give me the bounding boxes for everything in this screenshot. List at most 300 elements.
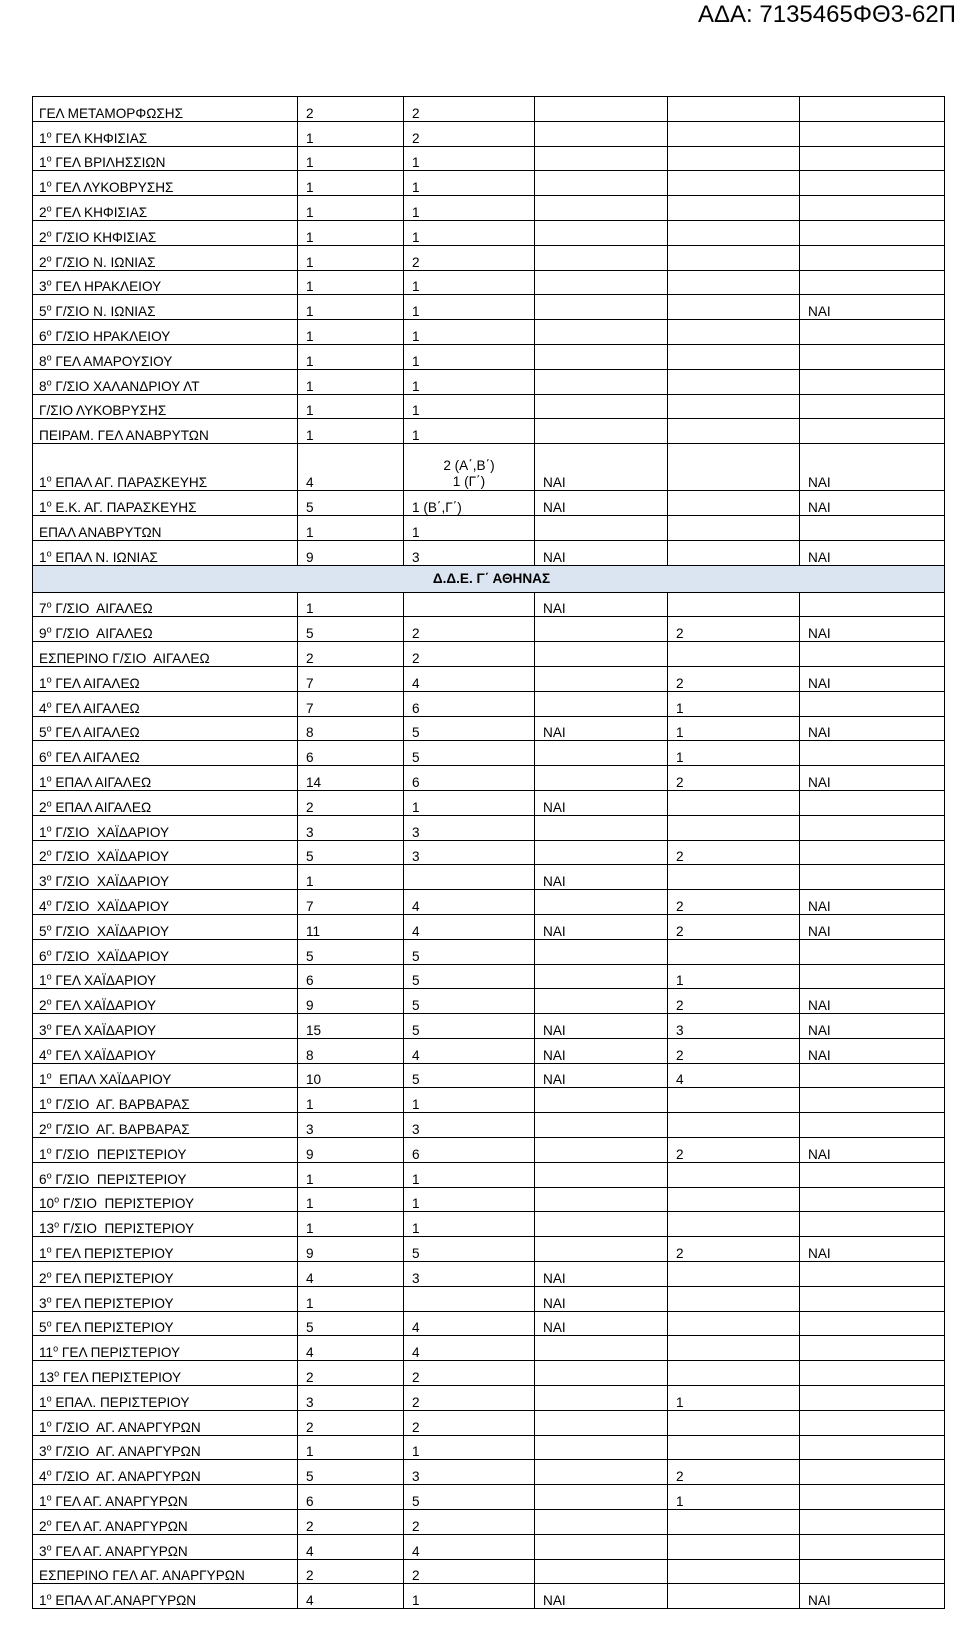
school-name: ΓΕΛ ΑΓ. ΑΝΑΡΓΥΡΩΝ <box>51 1494 188 1510</box>
ordinal-mark: ο <box>46 228 52 239</box>
school-name-cell <box>33 989 298 1014</box>
value-cell-c4: 1 <box>668 716 800 741</box>
value-cell-c5 <box>800 1336 945 1361</box>
value-cell-c4 <box>668 320 800 345</box>
school-name-cell <box>33 1262 298 1287</box>
value-cell-c5 <box>800 642 945 667</box>
value-cell-c3 <box>535 989 668 1014</box>
ordinal-number: 1 <box>39 1593 47 1609</box>
school-name-cell <box>33 419 298 444</box>
value-cell-c5 <box>800 1113 945 1138</box>
value-cell-c1: 1 <box>298 1088 404 1113</box>
value-cell-c2: 4 <box>404 1038 535 1063</box>
value-cell-c1: 5 <box>298 491 404 516</box>
value-cell-c3 <box>535 295 668 320</box>
value-cell-c1: 1 <box>298 171 404 196</box>
school-name-cell <box>33 146 298 171</box>
value-cell-c3 <box>535 890 668 915</box>
value-cell-c4 <box>668 419 800 444</box>
value-cell-c1: 7 <box>298 890 404 915</box>
ordinal-number: 11 <box>39 1345 54 1361</box>
table-row <box>33 270 945 295</box>
ordinal-number: 1 <box>39 1072 47 1088</box>
value-cell-c4: 3 <box>668 1014 800 1039</box>
ordinal-number: 8 <box>39 378 47 394</box>
value-cell-c4: 1 <box>668 1386 800 1411</box>
ordinal-number: 6 <box>39 1171 47 1187</box>
ordinal-mark: ο <box>46 1542 52 1553</box>
table-row <box>33 121 945 146</box>
value-cell-c4: 2 <box>668 617 800 642</box>
table-row <box>33 1088 945 1113</box>
ordinal-number: 5 <box>39 1320 47 1336</box>
ordinal-number: 1 <box>39 475 47 491</box>
value-cell-c4: 2 <box>668 1460 800 1485</box>
value-cell-c3: ΝΑΙ <box>535 1286 668 1311</box>
ordinal-number: 8 <box>39 353 47 369</box>
value-cell-c3 <box>535 1212 668 1237</box>
table-row <box>33 666 945 691</box>
value-cell-c2: 1 (Β΄,Γ΄) <box>404 491 535 516</box>
school-name-cell <box>33 890 298 915</box>
school-name-cell <box>33 790 298 815</box>
school-name: ΓΕΛ ΠΕΡΙΣΤΕΡΙΟΥ <box>51 1246 174 1262</box>
school-name: ΓΕΛ ΑΜΑΡΟΥΣΙΟΥ <box>51 353 173 369</box>
value-cell-c3 <box>535 394 668 419</box>
value-cell-c2: 2 <box>404 121 535 146</box>
ordinal-mark: ο <box>46 1467 52 1478</box>
value-cell-c1: 1 <box>298 865 404 890</box>
ordinal-number: 5 <box>39 725 47 741</box>
ordinal-mark: ο <box>46 277 52 288</box>
value-cell-c5: ΝΑΙ <box>800 617 945 642</box>
value-cell-c3 <box>535 691 668 716</box>
value-cell-c3 <box>535 1237 668 1262</box>
value-cell-c5 <box>800 1212 945 1237</box>
value-cell-c5: ΝΑΙ <box>800 1038 945 1063</box>
value-cell-c4 <box>668 1187 800 1212</box>
table-row <box>33 245 945 270</box>
ordinal-number: 2 <box>39 849 47 865</box>
value-cell-c4 <box>668 592 800 617</box>
value-cell-c5: ΝΑΙ <box>800 444 945 491</box>
school-name: Γ/ΣΙΟ Ν. ΙΩΝΙΑΣ <box>51 304 156 320</box>
value-cell-c1: 1 <box>298 121 404 146</box>
school-name: ΓΕΛ ΧΑΪΔΑΡΙΟΥ <box>51 1022 157 1038</box>
table-row <box>33 97 945 122</box>
value-cell-c1: 2 <box>298 1559 404 1584</box>
table-row <box>33 1510 945 1535</box>
table-row <box>33 540 945 565</box>
value-cell-c1: 2 <box>298 1510 404 1535</box>
value-cell-c3 <box>535 1410 668 1435</box>
value-cell-c2: 3 <box>404 1113 535 1138</box>
value-cell-c4 <box>668 515 800 540</box>
value-cell-c4 <box>668 1262 800 1287</box>
value-cell-c1: 1 <box>298 295 404 320</box>
school-name-cell <box>33 220 298 245</box>
table-row <box>33 171 945 196</box>
table-row <box>33 1435 945 1460</box>
ordinal-mark: ο <box>54 1219 60 1230</box>
table-row <box>33 1187 945 1212</box>
ordinal-number: 3 <box>39 1022 47 1038</box>
ordinal-number: 1 <box>39 774 47 790</box>
value-cell-c4 <box>668 939 800 964</box>
school-name-cell <box>33 1386 298 1411</box>
school-name: ΓΕΛ ΑΙΓΑΛΕΩ <box>51 725 140 741</box>
school-name-cell <box>33 1113 298 1138</box>
school-name: ΕΠΑΛ. ΠΕΡΙΣΤΕΡΙΟΥ <box>51 1394 190 1410</box>
value-cell-c2: 5 <box>404 1063 535 1088</box>
value-cell-c5 <box>800 939 945 964</box>
value-cell-c4: 2 <box>668 1237 800 1262</box>
value-cell-c3 <box>535 1435 668 1460</box>
value-cell-c2: 4 <box>404 914 535 939</box>
ordinal-mark: ο <box>46 253 52 264</box>
ordinal-mark: ο <box>46 996 52 1007</box>
school-name-cell <box>33 97 298 122</box>
school-name: Γ/ΣΙΟ ΚΗΦΙΣΙΑΣ <box>51 229 157 245</box>
ordinal-mark: ο <box>46 203 52 214</box>
school-name-cell <box>33 245 298 270</box>
value-cell-c5 <box>800 344 945 369</box>
ordinal-number: 10 <box>39 1196 55 1212</box>
ordinal-mark: ο <box>46 1145 52 1156</box>
school-name: Γ/ΣΙΟ Ν. ΙΩΝΙΑΣ <box>51 254 156 270</box>
value-cell-c2: 5 <box>404 989 535 1014</box>
ordinal-mark: ο <box>46 946 52 957</box>
value-cell-c1: 2 <box>298 790 404 815</box>
value-cell-c2: 2 <box>404 1361 535 1386</box>
table-row <box>33 1113 945 1138</box>
value-cell-c2: 3 <box>404 540 535 565</box>
table-row <box>33 1485 945 1510</box>
ordinal-number: 2 <box>39 229 47 245</box>
value-cell-c3 <box>535 1162 668 1187</box>
value-cell-c4 <box>668 1088 800 1113</box>
value-cell-c2: 3 <box>404 1262 535 1287</box>
ordinal-mark: ο <box>46 1591 52 1602</box>
value-cell-c5 <box>800 1510 945 1535</box>
ordinal-number: 2 <box>39 1122 47 1138</box>
value-cell-c5 <box>800 1361 945 1386</box>
value-cell-c4 <box>668 815 800 840</box>
school-name: ΓΕΛ ΠΕΡΙΣΤΕΡΙΟΥ <box>59 1370 182 1386</box>
ordinal-number: 1 <box>39 973 47 989</box>
value-cell-c3 <box>535 97 668 122</box>
school-name: ΓΕΛ ΜΕΤΑΜΟΡΦΩΣΗΣ <box>39 105 184 121</box>
value-cell-c1: 15 <box>298 1014 404 1039</box>
value-cell-c2: 5 <box>404 964 535 989</box>
value-cell-c5: ΝΑΙ <box>800 1138 945 1163</box>
value-cell-c4 <box>668 97 800 122</box>
value-cell-c1: 7 <box>298 691 404 716</box>
table-row <box>33 939 945 964</box>
school-name: Γ/ΣΙΟ ΑΓ. ΒΑΡΒΑΡΑΣ <box>51 1122 190 1138</box>
school-name-cell <box>33 444 298 491</box>
value-cell-c4 <box>668 171 800 196</box>
value-cell-c4 <box>668 121 800 146</box>
value-cell-c3 <box>535 964 668 989</box>
value-cell-c3 <box>535 617 668 642</box>
value-cell-c5: ΝΑΙ <box>800 890 945 915</box>
value-cell-c2: 2 <box>404 1386 535 1411</box>
value-cell-c1: 7 <box>298 666 404 691</box>
value-cell-c1: 11 <box>298 914 404 939</box>
school-name-cell <box>33 1038 298 1063</box>
school-name-cell <box>33 1286 298 1311</box>
school-name: Γ/ΣΙΟ ΑΓ. ΑΝΑΡΓΥΡΩΝ <box>51 1444 201 1460</box>
table-row <box>33 1584 945 1609</box>
value-cell-c2: 5 <box>404 1485 535 1510</box>
ordinal-mark: ο <box>46 1244 52 1255</box>
value-cell-c4 <box>668 790 800 815</box>
value-cell-c5: ΝΑΙ <box>800 716 945 741</box>
value-cell-c2: 1 <box>404 1162 535 1187</box>
value-cell-c2: 6 <box>404 766 535 791</box>
value-cell-c5 <box>800 865 945 890</box>
value-cell-c2: 1 <box>404 1187 535 1212</box>
value-cell-c2: 2 <box>404 1559 535 1584</box>
value-cell-c4 <box>668 1584 800 1609</box>
value-cell-c5 <box>800 1386 945 1411</box>
school-name: ΓΕΛ ΒΡΙΛΗΣΣΙΩΝ <box>51 155 166 171</box>
table-row <box>33 1212 945 1237</box>
value-cell-c5 <box>800 691 945 716</box>
school-name-cell <box>33 666 298 691</box>
value-cell-c1: 2 <box>298 1410 404 1435</box>
value-cell-c1: 4 <box>298 1262 404 1287</box>
ordinal-number: 4 <box>39 898 47 914</box>
ordinal-mark: ο <box>46 1046 52 1057</box>
table-row <box>33 1014 945 1039</box>
value-cell-c1: 6 <box>298 964 404 989</box>
value-cell-c4 <box>668 196 800 221</box>
value-cell-c2: 1 <box>404 1435 535 1460</box>
school-name: ΓΕΛ ΑΓ. ΑΝΑΡΓΥΡΩΝ <box>51 1543 188 1559</box>
school-name: ΕΣΠΕΡΙΝΟ Γ/ΣΙΟ ΑΙΓΑΛΕΩ <box>39 650 210 666</box>
school-name-cell <box>33 320 298 345</box>
value-cell-c2: 1 <box>404 790 535 815</box>
value-cell-c2: 3 <box>404 815 535 840</box>
school-name-cell <box>33 491 298 516</box>
ordinal-number: 6 <box>39 948 47 964</box>
value-cell-c1: 1 <box>298 1286 404 1311</box>
table-row <box>33 1311 945 1336</box>
school-name: Γ/ΣΙΟ ΑΓ. ΒΑΡΒΑΡΑΣ <box>51 1097 190 1113</box>
table-row <box>33 716 945 741</box>
value-cell-c5 <box>800 270 945 295</box>
value-cell-c4 <box>668 1410 800 1435</box>
ordinal-number: 1 <box>39 549 47 565</box>
school-name: Γ/ΣΙΟ ΑΙΓΑΛΕΩ <box>51 626 153 642</box>
value-cell-c2: 4 <box>404 1336 535 1361</box>
school-name-cell <box>33 270 298 295</box>
school-name: Γ/ΣΙΟ ΑΓ. ΑΝΑΡΓΥΡΩΝ <box>51 1469 201 1485</box>
school-name: ΓΕΛ ΧΑΪΔΑΡΙΟΥ <box>51 973 157 989</box>
ordinal-number: 2 <box>39 1518 47 1534</box>
table-row <box>33 146 945 171</box>
value-cell-c1: 3 <box>298 1386 404 1411</box>
value-cell-c1: 6 <box>298 741 404 766</box>
value-cell-c2: 3 <box>404 1460 535 1485</box>
value-cell-c2: 6 <box>404 1138 535 1163</box>
value-cell-c4 <box>668 1361 800 1386</box>
value-cell-c2: 2 <box>404 642 535 667</box>
ordinal-number: 1 <box>39 1097 47 1113</box>
value-cell-c2: 1 <box>404 171 535 196</box>
table-row <box>33 840 945 865</box>
value-cell-c3 <box>535 1336 668 1361</box>
ordinal-mark: ο <box>46 1294 52 1305</box>
value-cell-c2: 4 <box>404 890 535 915</box>
school-name: Γ/ΣΙΟ ΛΥΚΟΒΡΥΣΗΣ <box>39 403 167 419</box>
value-cell-c4: 1 <box>668 741 800 766</box>
value-cell-c1: 1 <box>298 1212 404 1237</box>
value-cell-c2: 1 <box>404 196 535 221</box>
school-name: ΕΠΑΛ ΑΓ. ΠΑΡΑΣΚΕΥΗΣ <box>51 475 208 491</box>
value-cell-c1: 9 <box>298 1237 404 1262</box>
ordinal-number: 13 <box>39 1370 55 1386</box>
value-cell-c5: ΝΑΙ <box>800 989 945 1014</box>
school-name: ΓΕΛ ΛΥΚΟΒΡΥΣΗΣ <box>51 180 174 196</box>
value-cell-c1: 1 <box>298 220 404 245</box>
table-row <box>33 865 945 890</box>
value-cell-c1: 1 <box>298 270 404 295</box>
ordinal-number: 6 <box>39 750 47 766</box>
value-cell-c4 <box>668 146 800 171</box>
value-cell-c3 <box>535 320 668 345</box>
school-name: ΓΕΛ ΠΕΡΙΣΤΕΡΙΟΥ <box>58 1345 181 1361</box>
school-name-cell <box>33 295 298 320</box>
school-name-cell <box>33 369 298 394</box>
ordinal-mark: ο <box>46 773 52 784</box>
ordinal-mark: ο <box>46 1318 52 1329</box>
value-cell-c3 <box>535 1485 668 1510</box>
table-row <box>33 914 945 939</box>
value-cell-c3 <box>535 270 668 295</box>
value-cell-c4 <box>668 1534 800 1559</box>
table-row <box>33 394 945 419</box>
ordinal-mark: ο <box>46 498 52 509</box>
school-name-cell <box>33 1485 298 1510</box>
school-name-cell <box>33 1162 298 1187</box>
value-cell-c5: ΝΑΙ <box>800 540 945 565</box>
ordinal-mark: ο <box>46 599 52 610</box>
value-cell-c2: 1 <box>404 1584 535 1609</box>
table-row <box>33 1386 945 1411</box>
value-cell-c4 <box>668 245 800 270</box>
table-row <box>33 491 945 516</box>
table-row <box>33 766 945 791</box>
school-name-cell <box>33 1534 298 1559</box>
value-cell-c2: 5 <box>404 1014 535 1039</box>
value-cell-c1: 1 <box>298 394 404 419</box>
school-name: Γ/ΣΙΟ ΗΡΑΚΛΕΙΟΥ <box>51 328 171 344</box>
value-cell-c4 <box>668 1311 800 1336</box>
value-cell-c2: 2 <box>404 245 535 270</box>
value-cell-c4 <box>668 1559 800 1584</box>
value-cell-c2: 2 <box>404 97 535 122</box>
value-cell-c3: ΝΑΙ <box>535 1014 668 1039</box>
school-name: ΓΕΛ ΑΙΓΑΛΕΩ <box>51 700 140 716</box>
school-name-cell <box>33 1361 298 1386</box>
value-cell-c5: ΝΑΙ <box>800 766 945 791</box>
value-cell-c2: 4 <box>404 1534 535 1559</box>
value-cell-c2: 3 <box>404 840 535 865</box>
value-cell-c1: 4 <box>298 1336 404 1361</box>
value-cell-c4: 2 <box>668 840 800 865</box>
value-cell-c1: 10 <box>298 1063 404 1088</box>
value-cell-c3 <box>535 1361 668 1386</box>
value-cell-c2: 1 <box>404 419 535 444</box>
school-name: ΕΠΑΛ ΑΙΓΑΛΕΩ <box>51 774 152 790</box>
value-cell-c5: ΝΑΙ <box>800 1584 945 1609</box>
ordinal-number: 5 <box>39 923 47 939</box>
school-name: ΓΕΛ ΚΗΦΙΣΙΑΣ <box>51 204 148 220</box>
value-cell-c4 <box>668 1435 800 1460</box>
value-cell-c1: 1 <box>298 515 404 540</box>
value-cell-c5 <box>800 1187 945 1212</box>
school-name-cell <box>33 1410 298 1435</box>
table-row <box>33 220 945 245</box>
ordinal-mark: ο <box>46 1418 52 1429</box>
value-cell-c5 <box>800 815 945 840</box>
value-cell-c1: 1 <box>298 1162 404 1187</box>
value-cell-c5 <box>800 220 945 245</box>
ordinal-mark: ο <box>46 822 52 833</box>
value-cell-c3 <box>535 1113 668 1138</box>
value-cell-c4: 2 <box>668 1038 800 1063</box>
value-cell-c1: 6 <box>298 1485 404 1510</box>
table-row <box>33 642 945 667</box>
value-cell-c1: 2 <box>298 97 404 122</box>
value-cell-c2 <box>404 444 535 491</box>
value-cell-c4 <box>668 270 800 295</box>
ordinal-number: 3 <box>39 1295 47 1311</box>
school-name-cell <box>33 741 298 766</box>
table-row <box>33 444 945 491</box>
value-cell-c3 <box>535 419 668 444</box>
value-cell-c4 <box>668 220 800 245</box>
table-row <box>33 741 945 766</box>
ordinal-number: 1 <box>39 1146 47 1162</box>
ordinal-mark: ο <box>46 327 52 338</box>
value-cell-c2: 5 <box>404 716 535 741</box>
school-name-cell <box>33 1435 298 1460</box>
value-cell-c5 <box>800 369 945 394</box>
ordinal-mark: ο <box>46 1170 52 1181</box>
ordinal-mark: ο <box>46 548 52 559</box>
school-name-cell <box>33 1063 298 1088</box>
school-name-cell <box>33 815 298 840</box>
school-name-cell <box>33 515 298 540</box>
value-cell-c4 <box>668 394 800 419</box>
value-cell-c3 <box>535 1386 668 1411</box>
school-name-cell <box>33 171 298 196</box>
ada-code: ΑΔΑ: 7135465ΦΘ3-62Π <box>698 1 956 28</box>
value-cell-c3: ΝΑΙ <box>535 865 668 890</box>
value-cell-c3 <box>535 121 668 146</box>
school-name-cell <box>33 914 298 939</box>
ordinal-mark: ο <box>46 1492 52 1503</box>
school-name-cell <box>33 865 298 890</box>
school-name-cell <box>33 1559 298 1584</box>
value-cell-c2: 4 <box>404 666 535 691</box>
section-title: Δ.Δ.Ε. Γ΄ ΑΘΗΝΑΣ <box>33 565 945 592</box>
table-row <box>33 815 945 840</box>
